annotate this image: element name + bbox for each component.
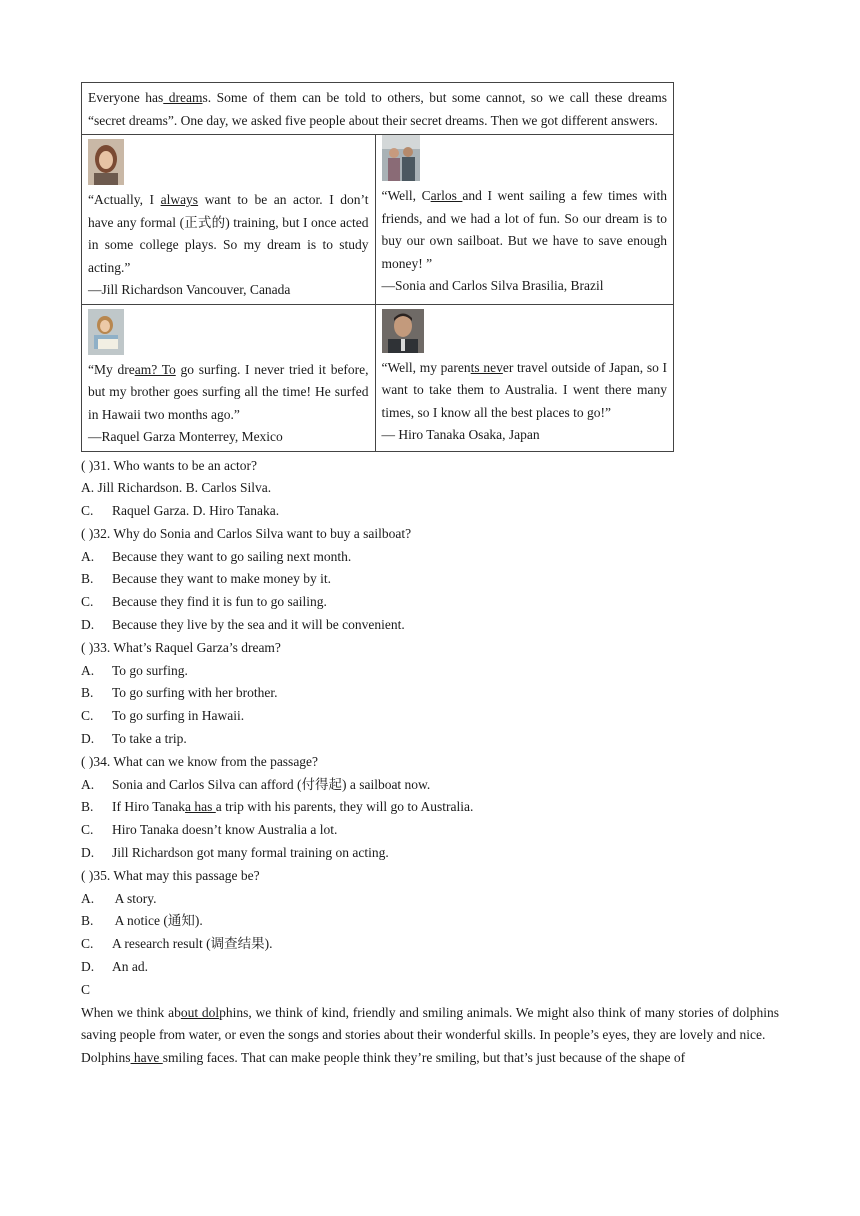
option-34b xyxy=(81,796,779,819)
raquel-quote: “My dre xyxy=(88,361,135,377)
option-34a xyxy=(81,774,779,797)
option-letter: B. xyxy=(81,913,94,929)
document-page xyxy=(81,82,779,1070)
option-text: Because they live by the sea and it will be convenient. xyxy=(112,617,405,633)
raquel-cell xyxy=(82,304,376,451)
option-text: Because they want to make money by it. xyxy=(112,571,331,587)
option-letter: C. xyxy=(81,594,94,610)
jill-quote: “Actually, I xyxy=(88,192,161,207)
option-32a xyxy=(81,546,779,569)
option-35b xyxy=(81,910,779,933)
option-34c xyxy=(81,819,779,842)
questions-block xyxy=(81,455,779,1071)
sonia-cell xyxy=(375,135,673,305)
raquel-quote-rest: go surfing. I never tried it before, but my brother goes surfing all the time! He surfed in Hawaii two months ago.” xyxy=(88,361,369,422)
option-text: A story. xyxy=(112,890,157,906)
hiro-source: — Hiro Tanaka Osaka, Japan xyxy=(381,427,540,442)
option-letter: D. xyxy=(81,617,95,633)
option-letter: D. xyxy=(81,845,95,861)
girl-reading-photo xyxy=(88,309,124,355)
paragraph-underlined: out dol xyxy=(180,1004,220,1020)
sonia-source: —Sonia and Carlos Silva Brasilia, Brazil xyxy=(381,278,604,293)
question-31-options-cd xyxy=(81,500,779,523)
intro-underlined: dream xyxy=(163,90,203,105)
paragraph-text-rest: smiling faces. That can make people think they’re smiling, but that’s just because of the shape of xyxy=(162,1050,686,1066)
hiro-quote-underlined: ts nev xyxy=(470,359,503,375)
option-text-rest: a trip with his parents, they will go to Australia. xyxy=(215,799,474,815)
paragraph-text-rest: phins, we think of kind, friendly and smiling animals. We might also think of many stories of dolphins saving people from water, or even the songs and stories about their wonderful skills. In people’s eyes, they are lovely and nice. xyxy=(81,1004,779,1043)
option-text: A research result (调查结果). xyxy=(112,936,273,952)
option-letter: B. xyxy=(81,685,94,701)
raquel-quote-underlined: am? To xyxy=(134,361,176,377)
option-letter: C. xyxy=(81,822,94,838)
option-34d xyxy=(81,842,779,865)
option-text: Jill Richardson got many formal training on acting. xyxy=(112,845,389,861)
option-text: Hiro Tanaka doesn’t know Australia a lot. xyxy=(112,822,338,838)
sonia-quote: “Well, C xyxy=(381,188,431,203)
option-letter: A. xyxy=(81,776,95,792)
question-31: ( )31. Who wants to be an actor? xyxy=(81,457,257,473)
question-33: ( )33. What’s Raquel Garza’s dream? xyxy=(81,639,281,655)
option-33a xyxy=(81,660,779,683)
option-letter: C. xyxy=(81,503,94,519)
question-31-options-ab: A. Jill Richardson. B. Carlos Silva. xyxy=(81,480,272,496)
paragraph-text: Dolphins xyxy=(81,1050,131,1066)
option-text: To go surfing in Hawaii. xyxy=(112,708,245,724)
passage-c-paragraph-1 xyxy=(81,1002,779,1048)
option-text: Because they want to go sailing next month. xyxy=(112,548,352,564)
jill-cell xyxy=(82,135,376,305)
question-35: ( )35. What may this passage be? xyxy=(81,867,260,883)
woman-portrait-photo xyxy=(88,139,124,185)
hiro-quote-rest: er travel outside of Japan, so I want to take them to Australia. I went there many times, so I know all the best places to go!” xyxy=(381,359,668,420)
option-text: To take a trip. xyxy=(112,731,187,747)
paragraph-underlined: have xyxy=(130,1050,163,1066)
option-letter: A. xyxy=(81,890,95,906)
jill-source: —Jill Richardson Vancouver, Canada xyxy=(88,282,291,297)
question-32: ( )32. Why do Sonia and Carlos Silva want to buy a sailboat? xyxy=(81,525,412,541)
jill-quote-underlined: always xyxy=(160,192,199,207)
paragraph-text: When we think ab xyxy=(81,1004,181,1020)
option-text-underlined: a has xyxy=(185,799,216,815)
option-letter: B. xyxy=(81,571,94,587)
option-35d xyxy=(81,956,779,979)
option-text: To go surfing. xyxy=(112,662,188,678)
hiro-cell xyxy=(375,304,673,451)
option-text: A notice (通知). xyxy=(112,913,203,929)
option-32d xyxy=(81,614,779,637)
option-33d xyxy=(81,728,779,751)
couple-photo xyxy=(382,135,420,181)
option-letter: A. xyxy=(81,662,95,678)
survey-table xyxy=(81,82,674,452)
option-33b xyxy=(81,682,779,705)
option-text: Sonia and Carlos Silva can afford (付得起) a sailboat now. xyxy=(112,776,431,792)
hiro-quote: “Well, my paren xyxy=(381,359,471,375)
option-text: Raquel Garza. D. Hiro Tanaka. xyxy=(112,503,280,519)
option-32c xyxy=(81,591,779,614)
option-letter: B. xyxy=(81,799,94,815)
option-letter: A. xyxy=(81,548,95,564)
section-c-heading: C xyxy=(81,981,91,997)
intro-text-rest: s. Some of them can be told to others, but some cannot, so we call these dreams “secret dreams”. One day, we asked five people about their secret dreams. Then we got different answers. xyxy=(88,90,667,128)
option-35c xyxy=(81,933,779,956)
passage-c-paragraph-2 xyxy=(81,1047,779,1070)
option-letter: C. xyxy=(81,936,94,952)
option-letter: C. xyxy=(81,708,94,724)
man-portrait-photo xyxy=(382,309,424,353)
intro-text: Everyone has xyxy=(88,90,164,105)
raquel-source: —Raquel Garza Monterrey, Mexico xyxy=(88,429,283,444)
sonia-quote-underlined: arlos xyxy=(430,188,463,203)
question-34: ( )34. What can we know from the passage? xyxy=(81,753,319,769)
option-32b xyxy=(81,568,779,591)
option-letter: D. xyxy=(81,731,95,747)
option-text: Because they find it is fun to go sailing. xyxy=(112,594,327,610)
option-text: To go surfing with her brother. xyxy=(112,685,278,701)
sonia-quote-rest: and I went sailing a few times with friends, and we had a lot of fun. So our dream is to buy our own sailboat. But we have to save enough money! ” xyxy=(381,188,667,271)
option-35a xyxy=(81,888,779,911)
jill-quote-rest: want to be an actor. I don’t have any formal (正式的) training, but I once acted in some college plays. So my dream is to study acting.” xyxy=(88,192,369,275)
intro-cell xyxy=(82,83,674,135)
option-text: An ad. xyxy=(112,959,148,975)
option-33c xyxy=(81,705,779,728)
option-letter: D. xyxy=(81,959,95,975)
option-text: If Hiro Tanak xyxy=(112,799,186,815)
